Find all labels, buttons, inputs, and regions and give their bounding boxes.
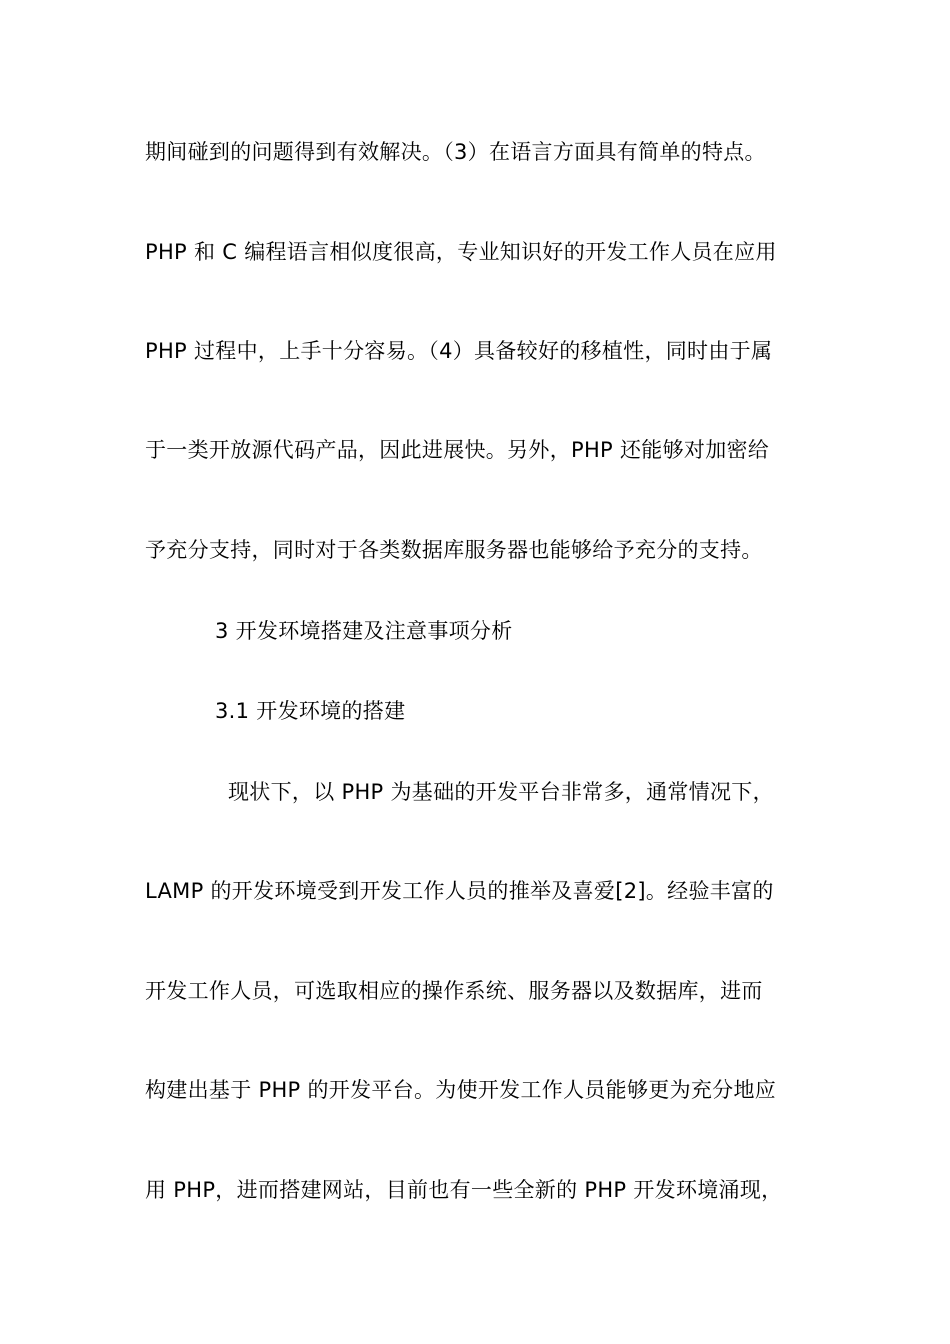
body-text-line: 予充分支持，同时对于各类数据库服务器也能够给予充分的支持。 — [145, 538, 763, 562]
body-text-line: PHP 和 C 编程语言相似度很高，专业知识好的开发工作人员在应用 — [145, 240, 777, 264]
body-text-line: 期间碰到的问题得到有效解决。（3）在语言方面具有简单的特点。 — [145, 140, 766, 164]
paragraph-line: LAMP 的开发环境受到开发工作人员的推举及喜爱[2]。经验丰富的 — [145, 879, 774, 903]
subsection-heading: 3.1 开发环境的搭建 — [215, 699, 406, 723]
paragraph-line: 构建出基于 PHP 的开发平台。为使开发工作人员能够更为充分地应 — [145, 1078, 777, 1102]
section-heading: 3 开发环境搭建及注意事项分析 — [215, 619, 513, 643]
body-text-line: PHP 过程中，上手十分容易。（4）具备较好的移植性，同时由于属 — [145, 339, 773, 363]
body-text-line: 于一类开放源代码产品，因此进展快。另外，PHP 还能够对加密给 — [145, 438, 770, 462]
paragraph-line: 开发工作人员，可选取相应的操作系统、服务器以及数据库，进而 — [145, 979, 763, 1003]
paragraph-line: 用 PHP，进而搭建网站，目前也有一些全新的 PHP 开发环境涌现， — [145, 1178, 783, 1202]
paragraph-first-line: 现状下，以 PHP 为基础的开发平台非常多，通常情况下， — [228, 780, 774, 804]
